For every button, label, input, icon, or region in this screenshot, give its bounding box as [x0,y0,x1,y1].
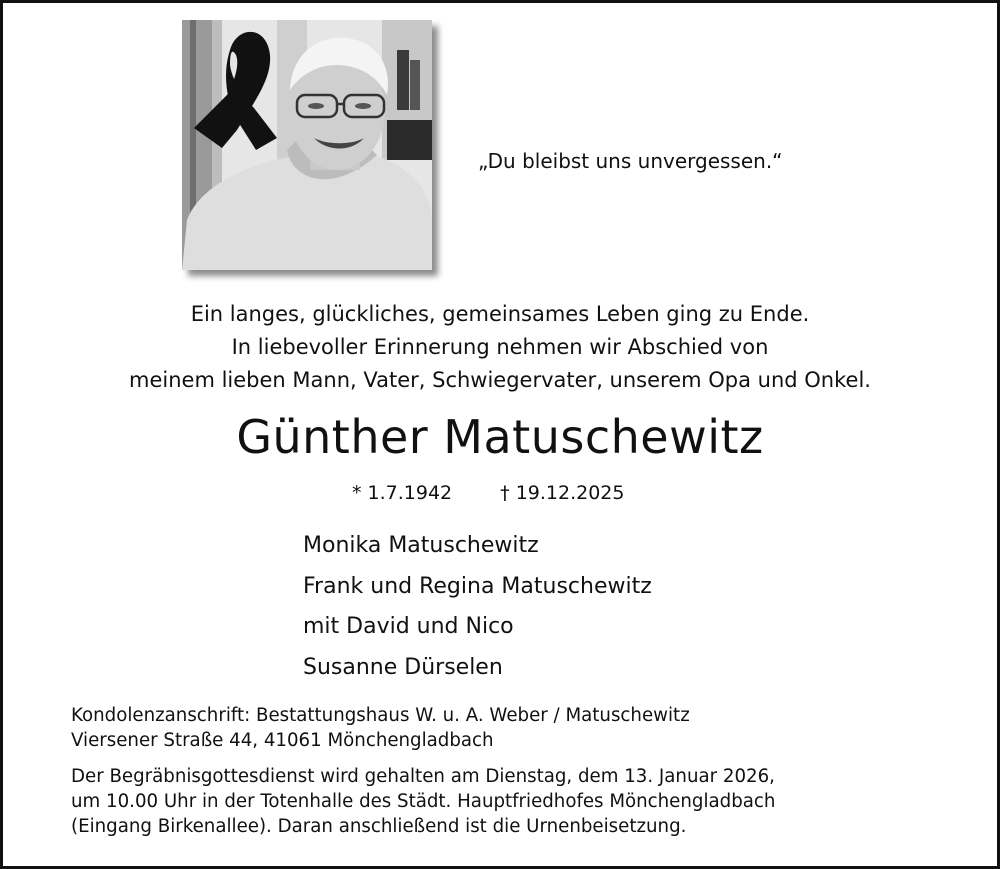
life-dates [352,482,624,504]
birth-date: * 1.7.1942 [352,482,453,504]
service-line: (Eingang Birkenallee). Daran anschließend ist die Urnenbeisetzung. [71,816,687,837]
deceased-name: Günther Matuschewitz [236,410,764,464]
death-date: † 19.12.2025 [500,482,625,504]
condolence-line: Viersener Straße 44, 41061 Mönchengladbach [71,730,494,751]
memorial-quote: „Du bleibst uns unvergessen.“ [478,149,783,173]
intro-text [0,298,1000,397]
portrait-photo [182,20,432,270]
portrait-illustration [182,20,432,270]
mourners-list [303,526,652,688]
condolence-line: Kondolenzanschrift: Bestattungshaus W. u. A. Weber / Matuschewitz [71,705,690,726]
mourner-name: Monika Matuschewitz [303,533,539,558]
service-line: Der Begräbnisgottesdienst wird gehalten am Dienstag, dem 13. Januar 2026, [71,766,775,787]
condolence-address [71,703,690,753]
funeral-service-info [71,764,775,839]
mourner-name: mit David und Nico [303,614,514,639]
mourner-name: Frank und Regina Matuschewitz [303,573,652,599]
mourner-name: Susanne Dürselen [303,654,503,680]
intro-line: Ein langes, glückliches, gemeinsames Leben ging zu Ende. [190,302,810,326]
intro-line: meinem lieben Mann, Vater, Schwiegervater, unserem Opa und Onkel. [129,368,871,392]
intro-line: In liebevoller Erinnerung nehmen wir Abschied von [231,335,769,359]
service-line: um 10.00 Uhr in der Totenhalle des Städt. Hauptfriedhofes Mönchengladbach [71,791,776,812]
